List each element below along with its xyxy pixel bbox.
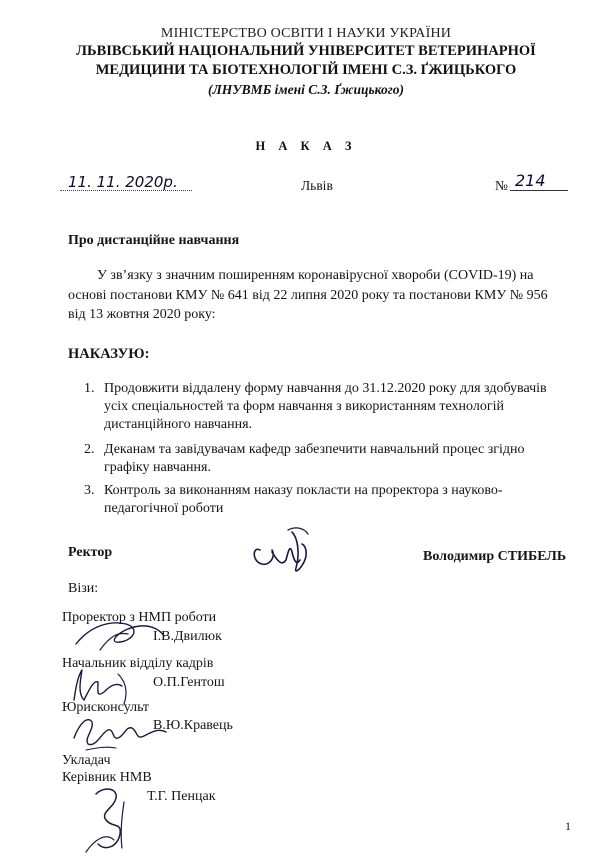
approval-3-position: Юрисконсульт bbox=[62, 700, 150, 715]
item-3-line-2: педагогічної роботи bbox=[104, 501, 224, 516]
rector-signature bbox=[248, 510, 318, 582]
item-1-line-2: усіх спеціальностей та форм навчання з використанням технологій bbox=[104, 399, 504, 414]
prepared-by-signature bbox=[78, 782, 138, 858]
university-abbreviation: (ЛНУВМБ імені С.З. Ґжицького) bbox=[208, 82, 404, 97]
item-1-line-1: Продовжити віддалену форму навчання до 31.12.2020 року для здобувачів bbox=[104, 381, 547, 396]
preamble-line-1: У зв’язку з значним поширенням коронавірусної хвороби (COVID-19) на bbox=[97, 268, 534, 283]
orders-heading: НАКАЗУЮ: bbox=[68, 346, 150, 362]
date-underline bbox=[60, 190, 192, 191]
order-number: 214 bbox=[515, 171, 546, 190]
approval-3-name: В.Ю.Кравець bbox=[153, 718, 233, 733]
approval-1-signature bbox=[70, 606, 170, 654]
item-1-line-3: дистанційного навчання. bbox=[104, 417, 253, 432]
order-date: 11. 11. 2020р. bbox=[68, 173, 178, 191]
preamble-line-3: від 13 жовтня 2020 року: bbox=[68, 307, 216, 322]
approval-3-signature bbox=[66, 708, 176, 752]
order-city: Львів bbox=[301, 178, 333, 193]
ministry-name: МІНІСТЕРСТВО ОСВІТИ І НАУКИ УКРАЇНИ bbox=[160, 26, 452, 41]
approval-2-name: О.П.Гентош bbox=[153, 675, 225, 690]
item-2-line-2: графіку навчання. bbox=[104, 460, 211, 475]
item-2-number: 2. bbox=[84, 442, 95, 457]
approvals-heading: Візи: bbox=[68, 581, 99, 596]
university-name-line-2: МЕДИЦИНИ ТА БІОТЕХНОЛОГІЙ ІМЕНІ С.З. ҐЖИЦЬКОГО bbox=[95, 62, 517, 78]
rector-name: Володимир СТИБЕЛЬ bbox=[423, 549, 567, 564]
item-3-number: 3. bbox=[84, 483, 95, 498]
number-underline bbox=[510, 190, 568, 191]
approval-1-name: І.В.Двилюк bbox=[153, 629, 222, 644]
page-number: 1 bbox=[565, 819, 571, 833]
rector-title: Ректор bbox=[68, 545, 113, 560]
item-1-number: 1. bbox=[84, 381, 95, 396]
approval-2-position: Начальник відділу кадрів bbox=[62, 656, 214, 671]
order-title: Н А К А З bbox=[255, 139, 357, 153]
preamble-line-2: основі постанови КМУ № 641 від 22 липня 2020 року та постанови КМУ № 956 bbox=[68, 288, 548, 303]
item-3-line-1: Контроль за виконанням наказу покласти на проректора з науково- bbox=[104, 483, 503, 498]
university-name-line-1: ЛЬВІВСЬКИЙ НАЦІОНАЛЬНИЙ УНІВЕРСИТЕТ ВЕТЕРИНАРНОЇ bbox=[76, 43, 536, 59]
approval-1-position: Проректор з НМП роботи bbox=[62, 610, 217, 625]
order-subject: Про дистанційне навчання bbox=[68, 233, 240, 248]
item-2-line-1: Деканам та завідувачам кафедр забезпечити навчальний процес згідно bbox=[104, 442, 525, 457]
order-number-sign: № bbox=[495, 178, 508, 193]
prepared-by-name: Т.Г. Пенцак bbox=[147, 789, 216, 804]
prepared-by-label: Укладач bbox=[62, 753, 111, 768]
prepared-by-position: Керівник НМВ bbox=[62, 770, 152, 785]
